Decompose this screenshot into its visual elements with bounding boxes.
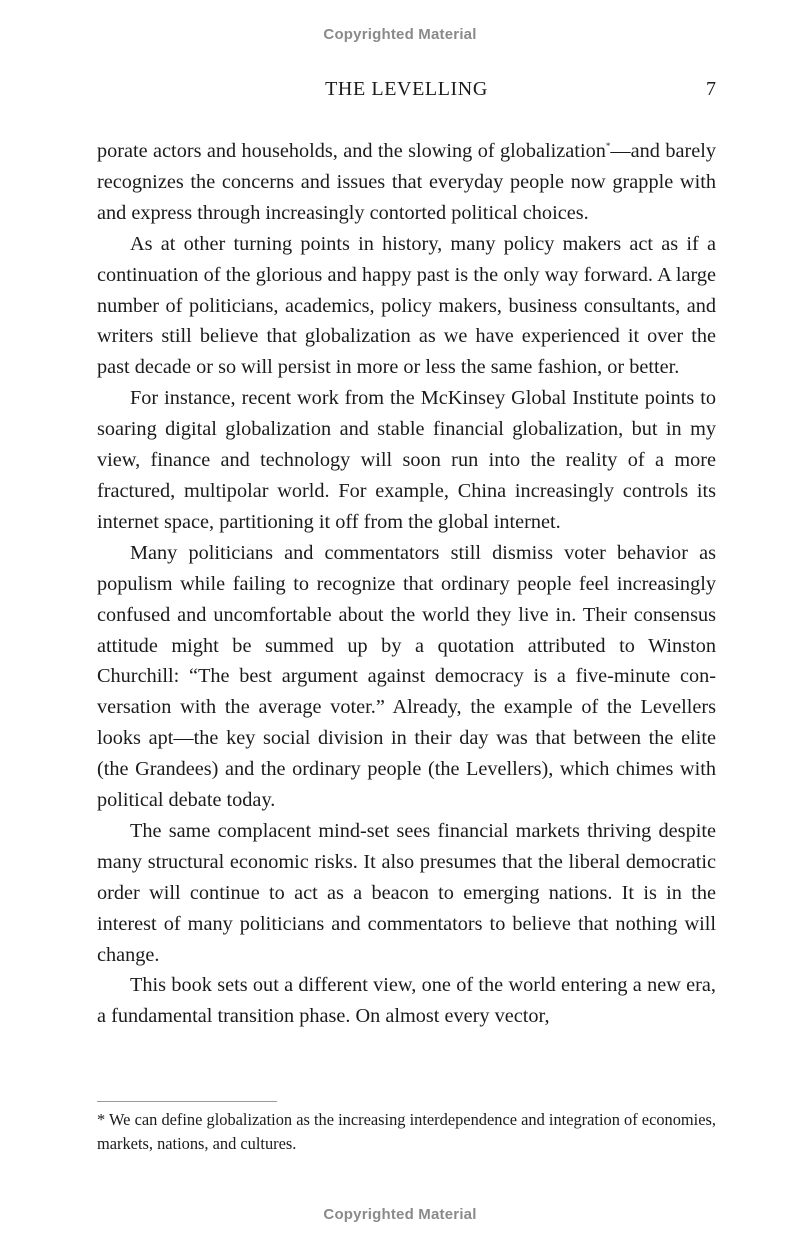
body-text (97, 136, 716, 1032)
paragraph-2: As at other turning points in history, many policy makers act as if a continuation of the glorious and happy past is the only way forward. A large number of politicians, academics, policy makers, business consultants, and writers still believe that globalization as we have experienced it over the past decade or so will persist in more or less the same fashion, or better. (97, 232, 716, 379)
running-head-title: THE LEVELLING (325, 78, 488, 100)
footnote: * We can define globalization as the increasing interdependence and integration of economies, markets, nations, and cultures. (97, 1110, 716, 1153)
copyright-watermark-top: Copyrighted Material (323, 26, 477, 43)
paragraph-4: Many politicians and commentators still dismiss voter behavior as populism while failing to recognize that ordinary people feel increasingly confused and uncomfortable about the world they live in. Their consensus attitude might be summed up by a quotation attributed to Winston Churchill: “The best argument against democracy is a five-minute conversation with the average voter.” Already, the example of the Levellers looks apt—the key social division in their day was that between the elite (the Grandees) and the ordinary people (the Levellers), which chimes with political debate today. (97, 541, 716, 812)
paragraph-1-text-start: porate actors and households, and the slowing of globalization (97, 140, 606, 162)
paragraph-1-text-end: —and barely recognizes the concerns and issues that everyday people now grapple with and express through increasingly contorted political choices. (97, 140, 716, 224)
running-head (97, 78, 716, 106)
paragraph-1 (97, 136, 716, 229)
footnote-reference-mark: * (605, 141, 611, 152)
copyright-watermark-bottom: Copyrighted Material (323, 1206, 477, 1223)
paragraph-5: The same complacent mind-set sees financial markets thriving despite many structural economic risks. It also presumes that the liberal democratic order will continue to act as a beacon to emerging nations. It is in the interest of many politicians and commentators to believe that nothing will change. (97, 819, 716, 966)
paragraph-6: This book sets out a different view, one of the world entering a new era, a fundamental transition phase. On almost every vector, (97, 974, 716, 1028)
page-number: 7 (706, 78, 716, 100)
paragraph-3: For instance, recent work from the McKinsey Global Institute points to soaring digital globalization and stable financial globalization, but in my view, finance and technology will soon run into the reality of a more fractured, multipolar world. For example, China increasingly controls its internet space, partitioning it off from the global internet. (97, 387, 716, 533)
footnote-divider (97, 1101, 277, 1102)
